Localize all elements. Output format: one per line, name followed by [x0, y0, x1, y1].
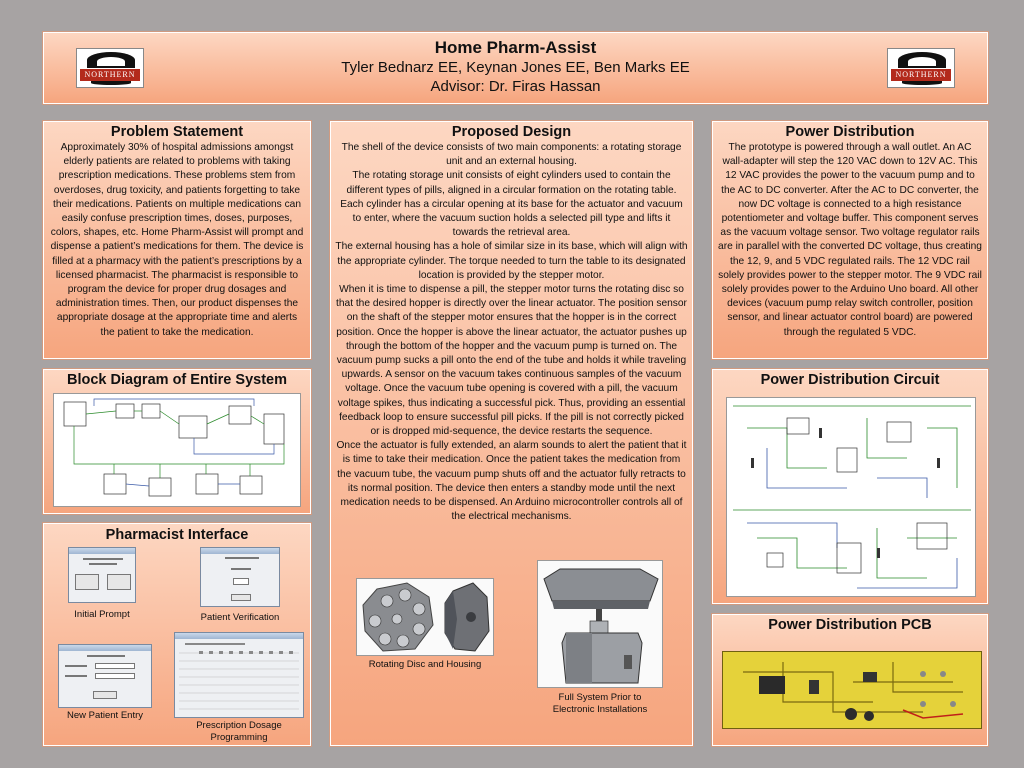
- rotating-disc-drawing: [357, 579, 494, 656]
- power-distribution-text: The prototype is powered through a wall outlet. An AC wall-adapter will step the 120 VAC down to 12V AC. This 12 VAC provides the power to the vacuum pump and to the AC to DC converter. After the AC to DC converter, the now DC voltage is connected to a high resistance potentiometer and voltage buffer. This component serves as the vacuum voltage sensor. Two voltage regulator rails are in parallel with the converted DC voltage, thus creating the 12, 9, and 5 VDC regulated rails. The 12 VDC rail solely provides power to the stepper motor. The 9 VDC rail solely provides power to the Arduino Uno board. All other devices (vacuum pump relay switch controller, position sensor, and linear actuator control board) are powered through the regulated 5 VDC.: [718, 142, 982, 338]
- northern-logo-left: NORTHERN: [76, 48, 144, 88]
- full-system-caption: Full System Prior to Electronic Installations: [552, 692, 648, 715]
- poster-authors: Tyler Bednarz EE, Keynan Jones EE, Ben Marks EE: [341, 59, 690, 76]
- poster-header: [43, 32, 988, 104]
- power-circuit-drawing: [727, 398, 976, 597]
- block-diagram-panel: [43, 369, 311, 514]
- proposed-design-text: [331, 140, 692, 525]
- poster-advisor: Advisor: Dr. Firas Hassan: [430, 78, 601, 95]
- prescription-dosage-caption: Prescription Dosage Programming: [196, 720, 282, 743]
- initial-prompt-screenshot: [68, 547, 136, 603]
- power-pcb-photo: [722, 651, 982, 729]
- design-paragraph: The rotating storage unit consists of eight cylinders used to contain the different types of pills, aligned in a circular formation on the rotating table. Each cylinder has a circular opening at its base for the actuator and vacuum to enter, where the vacuum suction holds a selected pill type and lifts it towards the retrieval area.: [340, 170, 683, 239]
- proposed-design-panel: [330, 121, 693, 746]
- design-paragraph: The external housing has a hole of similar size in its base, which will align with the appropriate cylinder. The torque needed to turn the table to its designated location is provided by the stepper motor.: [335, 241, 688, 281]
- poster-title: Home Pharm-Assist: [434, 38, 597, 57]
- patient-verification-screenshot: [200, 547, 280, 607]
- rotating-disc-image: [356, 578, 494, 656]
- full-system-image: [537, 560, 663, 688]
- power-circuit-image: [726, 397, 976, 597]
- dosage-grid-drawing: [175, 639, 303, 717]
- power-distribution-panel: [712, 121, 988, 359]
- northern-logo-right: NORTHERN: [887, 48, 955, 88]
- power-circuit-panel: [712, 369, 988, 604]
- power-pcb-panel: [712, 614, 988, 746]
- rotating-disc-caption: Rotating Disc and Housing: [368, 659, 482, 670]
- problem-statement-title: Problem Statement: [110, 124, 244, 140]
- power-pcb-drawing: [723, 652, 981, 728]
- block-diagram-image: [53, 393, 301, 507]
- full-system-drawing: [538, 561, 663, 688]
- initial-prompt-caption: Initial Prompt: [74, 609, 130, 620]
- design-paragraph: The shell of the device consists of two main components: a rotating storage unit and an external housing.: [341, 142, 682, 168]
- power-circuit-title: Power Distribution Circuit: [760, 372, 940, 388]
- new-patient-entry-caption: New Patient Entry: [66, 710, 144, 721]
- problem-statement-text: Approximately 30% of hospital admissions amongst elderly patients are related to problems with taking prescription medications. These problems stem from overdoses, drug toxicity, and patients forgetting to take their medications. Patients on multiple medications can easily confuse prescription times, doses, purposes, colors, shapes, etc. Home Pharm-Assist will prompt and dispense a patient’s medications for them. The device is filled at a pharmacy with the patient’s prescriptions by a licensed pharmacist. The pharmacist is responsible to program the device for proper drug dosages and administration times. Then, our product dispenses the appropriate dosage at the appropriate time and alerts the patient to take the medication.: [50, 142, 304, 338]
- power-distribution-title: Power Distribution: [785, 124, 915, 140]
- patient-verification-caption: Patient Verification: [200, 612, 280, 623]
- design-paragraph: Once the actuator is fully extended, an alarm sounds to alert the patient that it is time to take their medication. Once the patient takes the medication from the vacuum tube, the vacuum pump shuts off and the actuator fully retracts to its normal position. The device then enters a standby mode until the next medication needs to be dispensed. An Arduino microcontroller controls all of the electrical mechanisms.: [336, 440, 687, 523]
- new-patient-entry-screenshot: [58, 644, 152, 708]
- pharmacist-interface-panel: [43, 523, 311, 746]
- block-diagram-title: Block Diagram of Entire System: [67, 372, 287, 388]
- design-paragraph: When it is time to dispense a pill, the stepper motor turns the rotating disc so that the desired hopper is directly over the linear actuator. The position sensor on the shaft of the stepper motor ensures that the hopper is in the correct position. Once the hopper is above the linear actuator, the actuator pushes up through the bottom of the hopper and the vacuum pump is turned on. The vacuum pump sucks a pill onto the end of the tube and holds it while traveling upwards. A sensor on the vacuum takes continuous samples of the vacuum voltage. Once the vacuum tube opening is covered with a pill, the vacuum voltage spikes, thus indicating a successful pick. Thus, providing an essential feedback loop to ensure successful pill picks. If the pill is not correctly picked or is dropped mid-sequence, the device restarts the sequence.: [336, 284, 687, 438]
- pharmacist-interface-title: Pharmacist Interface: [105, 527, 249, 543]
- problem-statement-panel: [43, 121, 311, 359]
- block-diagram-drawing: [54, 394, 301, 507]
- proposed-design-title: Proposed Design: [451, 124, 572, 140]
- prescription-dosage-screenshot: [174, 632, 304, 718]
- power-pcb-title: Power Distribution PCB: [768, 617, 932, 633]
